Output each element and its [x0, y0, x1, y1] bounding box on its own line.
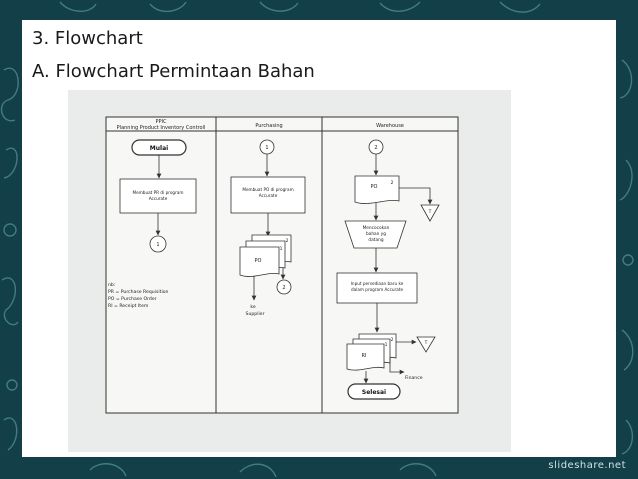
document-po-received-label: PO: [370, 184, 378, 190]
connector-1-in-label: 1: [265, 145, 269, 151]
document-ri-copy-2-number: 2: [390, 338, 394, 343]
manual-check-line2: bahan yg: [365, 232, 387, 237]
recipient-supplier: Supplier: [245, 312, 265, 317]
document-po-label: PO: [254, 258, 262, 264]
note-po: PO = Purchase Order: [108, 297, 157, 302]
connector-2-in-label: 2: [374, 145, 378, 151]
file-storage-po-label: T: [428, 210, 432, 215]
slideshare-watermark: slideshare.net: [548, 460, 626, 471]
section-title: 3. Flowchart: [32, 28, 143, 49]
slide-subtitle: A. Flowchart Permintaan Bahan: [32, 61, 315, 82]
flowchart-panel: [68, 90, 511, 452]
note-heading: nb:: [108, 283, 116, 288]
manual-check-line1: Mencocokan: [362, 226, 390, 231]
note-ri: RI = Receipt Item: [108, 304, 149, 309]
recipient-ke: ke: [250, 305, 256, 310]
manual-check-line3: datang: [368, 238, 384, 243]
lane-ppic-title: PPIC: [155, 119, 167, 125]
lane-warehouse-title: Warehouse: [376, 123, 404, 129]
process-input-stock-line2: dalam program Accurate: [350, 287, 404, 292]
lane-purchasing-title: Purchasing: [255, 123, 283, 129]
document-ri-label: RI: [361, 353, 367, 359]
file-storage-ri-label: T: [424, 341, 428, 346]
flowchart-diagram: [68, 90, 511, 452]
document-po-copy-1-number: 1: [279, 247, 283, 252]
process-create-po-line2: Accurate: [258, 193, 278, 198]
connector-1-out-label: 1: [156, 242, 160, 248]
start-label: Mulai: [149, 145, 169, 152]
finance-recipient: Finance: [405, 376, 423, 381]
document-po-received-copy: 2: [390, 181, 394, 186]
process-input-stock-line1: Input persediaan baru ke: [350, 281, 404, 286]
connector-2-out-label: 2: [282, 285, 286, 291]
process-create-po-line1: Membuat PO di program: [242, 187, 294, 192]
lane-ppic-subtitle: Planning Product Inventory Controll: [116, 125, 206, 131]
end-label: Selesai: [361, 389, 387, 396]
process-create-pr-line1: Membuat PR di program: [132, 190, 184, 195]
note-pr: PR = Purchase Requisition: [108, 290, 169, 295]
document-po-copy-2-number: 2: [285, 239, 289, 244]
document-ri-copy-1-number: 1: [384, 343, 388, 348]
process-create-pr-line2: Accurate: [148, 196, 168, 201]
